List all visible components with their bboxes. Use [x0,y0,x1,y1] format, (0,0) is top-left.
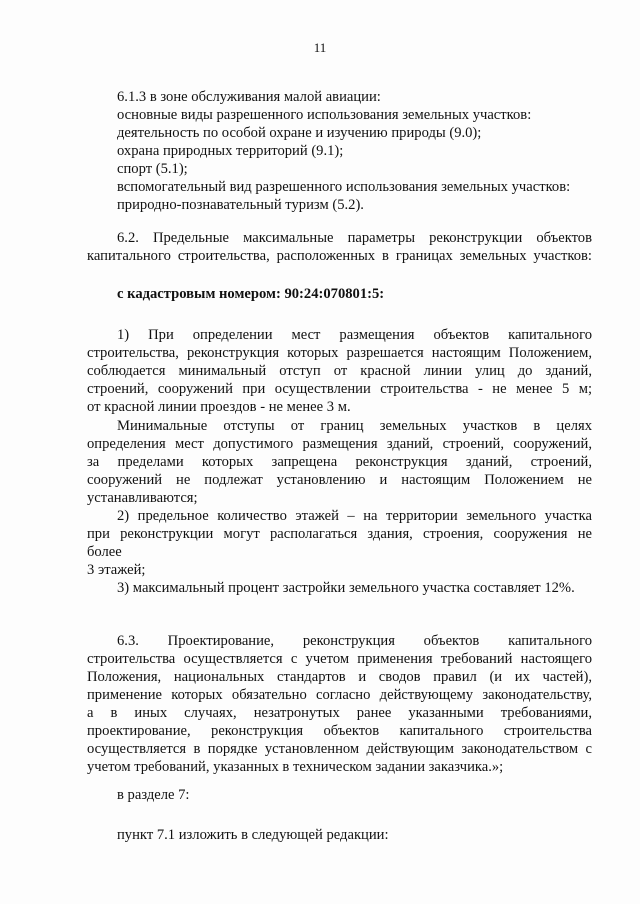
para-1-line: 1) При определении мест размещения объектов капитального [117,327,592,343]
cadastral-heading: с кадастровым номером: 90:24:070801:5: [117,286,385,302]
text-line: охрана природных территорий (9.1); [117,143,344,159]
section-6-2-line: капитального строительства, расположенных в границах земельных участков: [87,248,592,264]
section-6-3-line: а в иных случаях, незатронутых ранее указанными требованиями, [87,705,592,721]
section-6-1-3-heading: 6.1.3 в зоне обслуживания малой авиации: [117,89,381,105]
section-6-3-line: 6.3. Проектирование, реконструкция объектов капитального [117,633,592,649]
section-6-3-line: строительства осуществляется с учетом применения требований настоящего [87,651,592,667]
section-6-3-line: Положения, национальных стандартов и сводов правил (и их частей), [87,669,592,685]
para-2-line: более [87,544,122,560]
para-2-line: при реконструкции могут располагаться здания, строения, сооружения не [87,526,592,542]
para-1-line: строений, сооружений при осуществлении строительства - не менее 5 м; [87,381,592,397]
section-6-2-line: 6.2. Предельные максимальные параметры реконструкции объектов [117,230,592,246]
text-line: вспомогательный вид разрешенного использования земельных участков: [117,179,571,195]
text-line: деятельность по особой охране и изучению природы (9.0); [117,125,482,141]
para-2-line: 2) предельное количество этажей – на территории земельного участка [117,508,592,524]
para-min-line: сооружений не подлежат установлению и настоящим Положением не [87,472,592,488]
para-2-line: 3 этажей; [87,562,146,578]
para-min-line: Минимальные отступы от границ земельных участков в целях [117,418,592,434]
para-1-line: строительства, реконструкция которых разрешается настоящим Положением, [87,345,592,361]
section-6-3-line: проектирование, реконструкция объектов капитального строительства [87,723,592,739]
para-min-line: устанавливаются; [87,490,198,506]
section-6-3-line: осуществляется в порядке установленном действующим законодательством с [87,741,592,757]
text-line: спорт (5.1); [117,161,188,177]
para-3-line: 3) максимальный процент застройки земельного участка составляет 12%. [117,580,575,596]
para-1-line: от красной линии проездов - не менее 3 м. [87,399,351,415]
text-line: основные виды разрешенного использования земельных участков: [117,107,532,123]
para-min-line: определения мест допустимого размещения зданий, строений, сооружений, [87,436,592,452]
section-7-reference: в разделе 7: [117,787,190,803]
para-min-line: за пределами которых запрещена реконструкция зданий, строений, [87,454,592,470]
section-6-3-line: применение которых обязательно согласно действующему законодательству, [87,687,592,703]
item-7-1-instruction: пункт 7.1 изложить в следующей редакции: [117,827,389,843]
page-number: 11 [313,40,327,55]
section-6-3-line: учетом требований, указанных в техническом задании заказчика.»; [87,759,504,775]
text-line: природно-познавательный туризм (5.2). [117,197,364,213]
para-1-line: соблюдается минимальный отступ от красной линии улиц до зданий, [87,363,592,379]
